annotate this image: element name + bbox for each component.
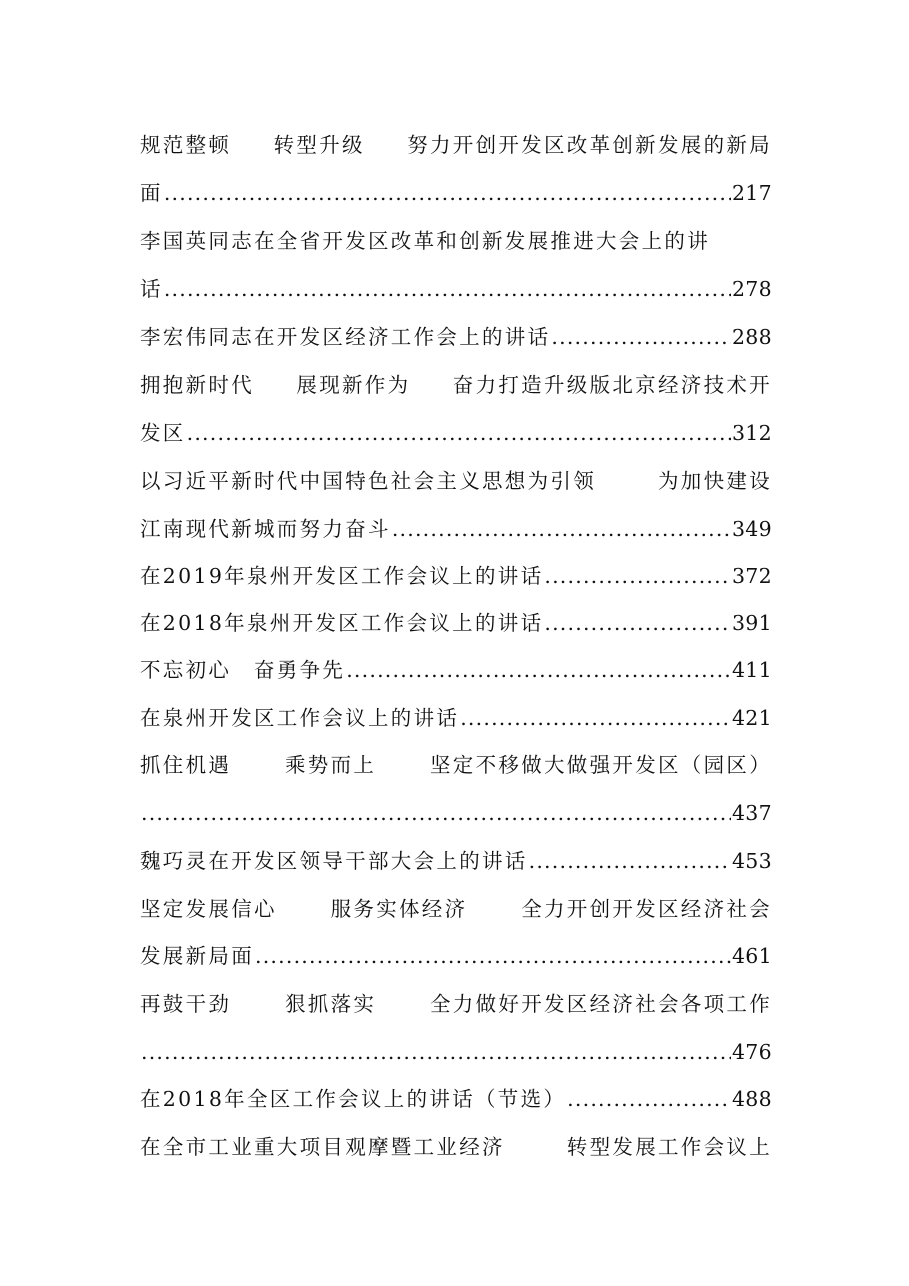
toc-page-number: 372 bbox=[731, 564, 772, 588]
toc-title-text: 话 bbox=[140, 277, 163, 301]
toc-entry-line bbox=[140, 561, 772, 591]
toc-title-segment: 服务实体经济 bbox=[330, 897, 468, 921]
toc-title-text: 江南现代新城而努力奋斗 bbox=[140, 517, 391, 541]
toc-entry-line bbox=[140, 894, 772, 924]
dot-leader bbox=[551, 322, 731, 352]
toc-title-text: 在2018年泉州开发区工作会议上的讲话 bbox=[140, 611, 544, 635]
toc-entry-line bbox=[140, 941, 772, 971]
toc-title-segment: 拥抱新时代 bbox=[140, 373, 254, 397]
toc-entry-line bbox=[140, 370, 772, 400]
toc-page-number: 421 bbox=[731, 706, 772, 730]
toc-entry-line bbox=[140, 798, 772, 828]
dot-leader bbox=[141, 1037, 731, 1067]
toc-title-text: 发展新局面 bbox=[140, 944, 254, 968]
toc-entry-line bbox=[140, 322, 772, 352]
toc-entry-line bbox=[140, 226, 772, 256]
dot-leader bbox=[346, 655, 731, 685]
toc-page-number: 411 bbox=[731, 658, 772, 682]
toc-page-number: 278 bbox=[731, 277, 772, 301]
toc-title-segment: 努力开创开发区改革创新发展的新局 bbox=[407, 133, 772, 157]
toc-page-number: 453 bbox=[731, 849, 772, 873]
toc-title-segment: 为加快建设 bbox=[658, 469, 772, 493]
toc-entry-line bbox=[140, 1037, 772, 1067]
dot-leader bbox=[187, 418, 731, 448]
toc-entry-line bbox=[140, 655, 772, 685]
toc-entry-line bbox=[140, 178, 772, 208]
toc-title-text: 不忘初心 奋勇争先 bbox=[140, 658, 346, 682]
toc-entry-line bbox=[140, 989, 772, 1019]
toc-entry-line bbox=[140, 846, 772, 876]
toc-title-segment: 转型升级 bbox=[273, 133, 365, 157]
toc-entry-line bbox=[140, 750, 772, 780]
toc-entry-line bbox=[140, 514, 772, 544]
toc-page-number: 437 bbox=[731, 801, 772, 825]
toc-page-number: 476 bbox=[731, 1040, 772, 1064]
toc-entry-line bbox=[140, 703, 772, 733]
toc-title-segment: 再鼓干劲 bbox=[140, 992, 232, 1016]
toc-title-segment: 以习近平新时代中国特色社会主义思想为引领 bbox=[140, 469, 596, 493]
dot-leader bbox=[544, 608, 731, 638]
toc-page-number: 349 bbox=[731, 517, 772, 541]
toc-entry-line bbox=[140, 1132, 772, 1162]
toc-title-segment: 奋力打造升级版北京经济技术开 bbox=[452, 373, 772, 397]
toc-title-segment: 转型发展工作会议上 bbox=[566, 1135, 772, 1159]
toc-page-number: 391 bbox=[731, 611, 772, 635]
toc-title-segment: 抓住机遇 bbox=[140, 753, 232, 777]
toc-title-text: 在2019年泉州开发区工作会议上的讲话 bbox=[140, 564, 544, 588]
dot-leader bbox=[255, 941, 731, 971]
toc-title-segment: 李国英同志在全省开发区改革和创新发展推进大会上的讲 bbox=[140, 229, 710, 253]
dot-leader bbox=[392, 514, 731, 544]
toc-entry-line bbox=[140, 1084, 772, 1114]
toc-page-number: 217 bbox=[731, 181, 772, 205]
dot-leader bbox=[164, 274, 731, 304]
toc-title-text: 发区 bbox=[140, 421, 186, 445]
toc-entry-line bbox=[140, 418, 772, 448]
toc-title-segment: 狠抓落实 bbox=[285, 992, 377, 1016]
toc-title-segment: 乘势而上 bbox=[285, 753, 377, 777]
toc-page-number: 488 bbox=[731, 1087, 772, 1111]
toc-title-text: 魏巧灵在开发区领导干部大会上的讲话 bbox=[140, 849, 528, 873]
toc-page-number: 288 bbox=[731, 325, 772, 349]
toc-title-segment: 坚定不移做大做强开发区（园区） bbox=[430, 753, 772, 777]
toc-title-text: 在2018年全区工作会议上的讲话（节选） bbox=[140, 1087, 567, 1111]
toc-title-segment: 在全市工业重大项目观摩暨工业经济 bbox=[140, 1135, 505, 1159]
toc-entry-line bbox=[140, 466, 772, 496]
dot-leader bbox=[164, 178, 731, 208]
toc-title-text: 李宏伟同志在开发区经济工作会上的讲话 bbox=[140, 325, 551, 349]
toc-title-segment: 展现新作为 bbox=[296, 373, 411, 397]
dot-leader bbox=[544, 561, 731, 591]
dot-leader bbox=[529, 846, 731, 876]
toc-entry-line bbox=[140, 130, 772, 160]
toc-page-number: 312 bbox=[731, 421, 772, 445]
toc-title-segment: 全力做好开发区经济社会各项工作 bbox=[430, 992, 772, 1016]
toc-entry-line bbox=[140, 274, 772, 304]
toc-title-segment: 全力开创开发区经济社会 bbox=[521, 897, 772, 921]
toc-entry-line bbox=[140, 608, 772, 638]
dot-leader bbox=[460, 703, 731, 733]
toc-page-number: 461 bbox=[731, 944, 772, 968]
toc-title-segment: 规范整顿 bbox=[140, 133, 232, 157]
toc-title-text: 在泉州开发区工作会议上的讲话 bbox=[140, 706, 460, 730]
dot-leader bbox=[567, 1084, 731, 1114]
dot-leader bbox=[141, 798, 731, 828]
toc-title-segment: 坚定发展信心 bbox=[140, 897, 277, 921]
toc-title-text: 面 bbox=[140, 181, 163, 205]
